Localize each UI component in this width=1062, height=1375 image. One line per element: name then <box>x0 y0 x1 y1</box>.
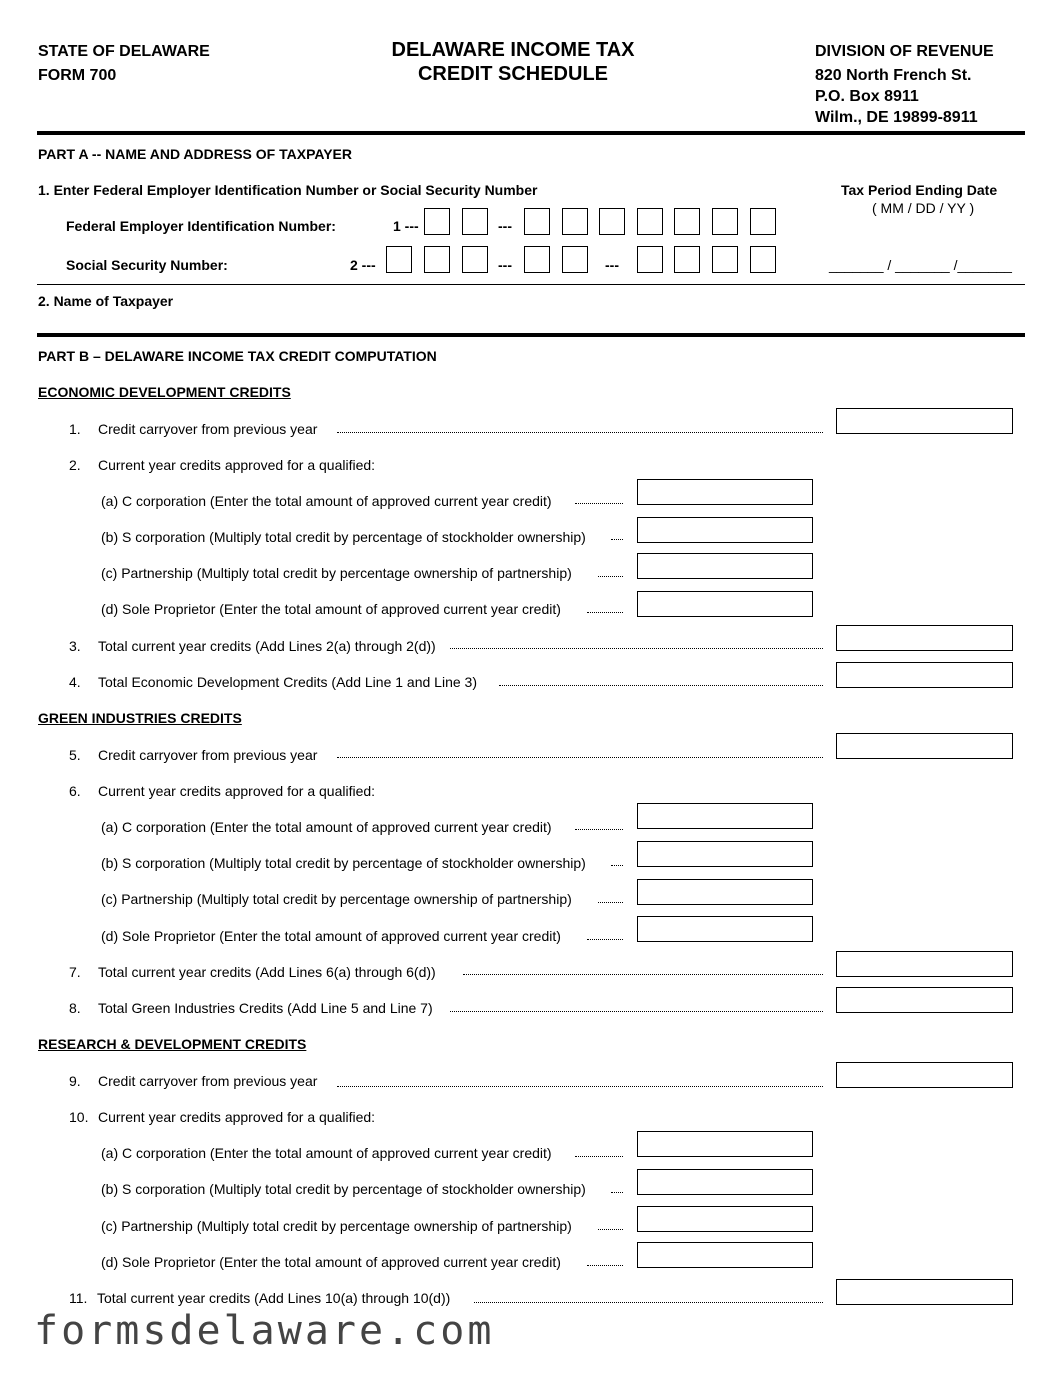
address-line2: P.O. Box 8911 <box>815 88 919 105</box>
line-7-amount[interactable] <box>836 951 1013 977</box>
line-10c-amount[interactable] <box>637 1206 813 1232</box>
line-label: Total current year credits (Add Lines 6(a) through 6(d)) <box>98 964 436 980</box>
ssn-prefix: 2 --- <box>350 257 376 273</box>
line-label: Current year credits approved for a qualified: <box>98 457 376 473</box>
line-3-amount[interactable] <box>836 625 1013 651</box>
line-label: (b) S corporation (Multiply total credit by percentage of stockholder ownership) <box>101 1181 586 1197</box>
line-label: Credit carryover from previous year <box>98 747 318 763</box>
line-number: 2. <box>69 457 81 473</box>
line-9-amount[interactable] <box>836 1062 1013 1088</box>
tax-period-date-input[interactable]: _______ / _______ /_______ <box>829 257 1012 273</box>
research-development-title: RESEARCH & DEVELOPMENT CREDITS <box>38 1036 307 1052</box>
dot-leader <box>587 612 623 613</box>
line-number: 10. <box>69 1109 89 1125</box>
part-a-divider <box>37 284 1025 285</box>
ssn-digit-4[interactable] <box>524 246 550 273</box>
dot-leader <box>587 1265 623 1266</box>
line-label: (d) Sole Proprietor (Enter the total amount of approved current year credit) <box>101 928 561 944</box>
line-4-amount[interactable] <box>836 662 1013 688</box>
line-label: Total current year credits (Add Lines 10(a) through 10(d)) <box>97 1290 451 1306</box>
address-line1: 820 North French St. <box>815 67 972 84</box>
line-number: 4. <box>69 674 81 690</box>
dot-leader <box>575 1156 623 1157</box>
dot-leader <box>598 1229 623 1230</box>
ssn-digit-6[interactable] <box>637 246 663 273</box>
line-2c-amount[interactable] <box>637 553 813 579</box>
line-label: (a) C corporation (Enter the total amount of approved current year credit) <box>101 819 552 835</box>
line-2d-amount[interactable] <box>637 591 813 617</box>
dot-leader <box>575 829 623 830</box>
part-a-title: PART A -- NAME AND ADDRESS OF TAXPAYER <box>38 146 352 162</box>
line-label: (c) Partnership (Multiply total credit by percentage ownership of partnership) <box>101 565 572 581</box>
line-6c-amount[interactable] <box>637 879 813 905</box>
header-divider <box>37 131 1025 135</box>
site-watermark: formsdelaware.com <box>34 1308 495 1354</box>
fein-digit-8[interactable] <box>712 208 738 235</box>
line-10d-amount[interactable] <box>637 1242 813 1268</box>
fein-digit-2[interactable] <box>462 208 488 235</box>
line-5-amount[interactable] <box>836 733 1013 759</box>
dot-leader <box>575 503 623 504</box>
line-label: Current year credits approved for a qualified: <box>98 1109 376 1125</box>
line-2a-amount[interactable] <box>637 479 813 505</box>
ssn-digit-1[interactable] <box>386 246 412 273</box>
fein-label: Federal Employer Identification Number: <box>66 218 336 234</box>
address-line3: Wilm., DE 19899-8911 <box>815 109 978 126</box>
state-name: STATE OF DELAWARE <box>38 43 210 60</box>
line-number: 7. <box>69 964 81 980</box>
fein-digit-4[interactable] <box>562 208 588 235</box>
line-label: Total Green Industries Credits (Add Line 5 and Line 7) <box>98 1000 433 1016</box>
fein-dash: --- <box>498 218 512 234</box>
line-number: 6. <box>69 783 81 799</box>
line-8-amount[interactable] <box>836 987 1013 1013</box>
dot-leader <box>450 648 823 649</box>
dot-leader <box>337 432 823 433</box>
line-number: 1. <box>69 421 81 437</box>
line-6b-amount[interactable] <box>637 841 813 867</box>
part-b-title: PART B – DELAWARE INCOME TAX CREDIT COMPUTATION <box>38 348 437 364</box>
line-10a-amount[interactable] <box>637 1131 813 1157</box>
line-label: (b) S corporation (Multiply total credit by percentage of stockholder ownership) <box>101 855 586 871</box>
form-title-line1: DELAWARE INCOME TAX <box>391 39 635 61</box>
ssn-digit-5[interactable] <box>562 246 588 273</box>
green-industries-title: GREEN INDUSTRIES CREDITS <box>38 710 242 726</box>
line-6d-amount[interactable] <box>637 916 813 942</box>
ssn-label: Social Security Number: <box>66 257 228 273</box>
dot-leader <box>611 539 623 540</box>
line-number: 9. <box>69 1073 81 1089</box>
line-1-amount[interactable] <box>836 408 1013 434</box>
line-number: 3. <box>69 638 81 654</box>
fein-digit-7[interactable] <box>674 208 700 235</box>
dot-leader <box>337 1086 823 1087</box>
line-label: Current year credits approved for a qualified: <box>98 783 376 799</box>
line-label: Total current year credits (Add Lines 2(a) through 2(d)) <box>98 638 436 654</box>
part-a-line2: 2. Name of Taxpayer <box>38 293 174 309</box>
dot-leader <box>450 1011 823 1012</box>
line-label: Total Economic Development Credits (Add Line 1 and Line 3) <box>98 674 477 690</box>
fein-digit-1[interactable] <box>424 208 450 235</box>
dot-leader <box>587 939 623 940</box>
fein-digit-9[interactable] <box>750 208 776 235</box>
part-a-line1: 1. Enter Federal Employer Identification Number or Social Security Number <box>38 182 538 198</box>
line-10b-amount[interactable] <box>637 1169 813 1195</box>
line-label: (d) Sole Proprietor (Enter the total amount of approved current year credit) <box>101 1254 561 1270</box>
fein-prefix: 1 --- <box>393 218 419 234</box>
ssn-digit-9[interactable] <box>750 246 776 273</box>
division-name: DIVISION OF REVENUE <box>815 43 994 60</box>
line-label: Credit carryover from previous year <box>98 421 318 437</box>
part-b-divider <box>37 333 1025 337</box>
dot-leader <box>474 1302 823 1303</box>
economic-development-title: ECONOMIC DEVELOPMENT CREDITS <box>38 384 291 400</box>
dot-leader <box>337 757 823 758</box>
line-label: (c) Partnership (Multiply total credit by percentage ownership of partnership) <box>101 891 572 907</box>
line-11-amount[interactable] <box>836 1279 1013 1305</box>
line-label: (c) Partnership (Multiply total credit by percentage ownership of partnership) <box>101 1218 572 1234</box>
ssn-digit-2[interactable] <box>424 246 450 273</box>
dot-leader <box>611 1192 623 1193</box>
tax-period-format: ( MM / DD / YY ) <box>872 200 975 216</box>
line-label: (a) C corporation (Enter the total amount of approved current year credit) <box>101 493 552 509</box>
line-label: Credit carryover from previous year <box>98 1073 318 1089</box>
dot-leader <box>598 576 623 577</box>
fein-digit-6[interactable] <box>637 208 663 235</box>
ssn-digit-7[interactable] <box>674 246 700 273</box>
line-2b-amount[interactable] <box>637 517 813 543</box>
line-label: (b) S corporation (Multiply total credit by percentage of stockholder ownership) <box>101 529 586 545</box>
line-label: (a) C corporation (Enter the total amount of approved current year credit) <box>101 1145 552 1161</box>
ssn-digit-3[interactable] <box>462 246 488 273</box>
fein-digit-5[interactable] <box>599 208 625 235</box>
ssn-digit-8[interactable] <box>712 246 738 273</box>
fein-digit-3[interactable] <box>524 208 550 235</box>
tax-period-label: Tax Period Ending Date <box>841 182 998 198</box>
line-number: 5. <box>69 747 81 763</box>
ssn-dash-1: --- <box>498 257 512 273</box>
dot-leader <box>598 902 623 903</box>
line-number: 8. <box>69 1000 81 1016</box>
line-number: 11. <box>69 1290 88 1306</box>
dot-leader <box>499 685 823 686</box>
form-number: FORM 700 <box>38 67 117 84</box>
dot-leader <box>463 974 823 975</box>
line-6a-amount[interactable] <box>637 803 813 829</box>
ssn-dash-2: --- <box>605 257 619 273</box>
form-title-line2: CREDIT SCHEDULE <box>417 63 608 85</box>
line-label: (d) Sole Proprietor (Enter the total amount of approved current year credit) <box>101 601 561 617</box>
dot-leader <box>611 865 623 866</box>
